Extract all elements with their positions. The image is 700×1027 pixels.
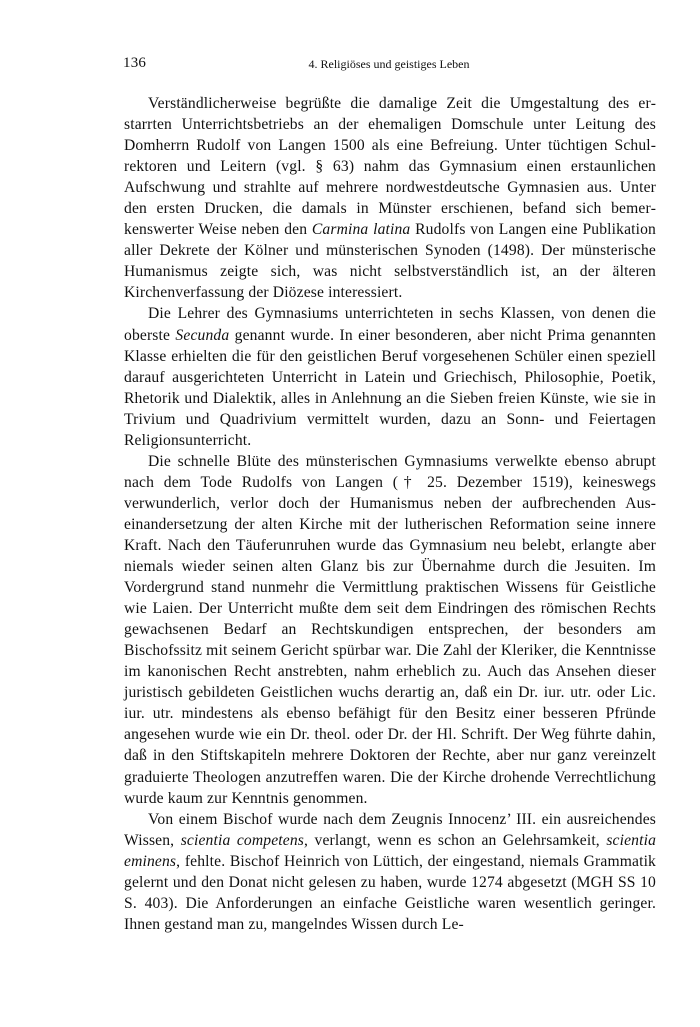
body-text [124,93,656,935]
paragraph-3 [124,451,656,809]
text-run: genannt wurde. In einer besonderen, aber nicht Prima genannten Klasse erhielten die für den geistlichen Beruf vorgesehenen Schüler einen speziell darauf ausgerichteten Unterricht in Latein und Griechisch, Philosophie, Poetik, Rhetorik und Dialektik, alles in Anlehnung an die Sieben freien Künste, wie sie in Trivium und Quadrivium vermittelt wurden, dazu an Sonn- und Feiertagen Religionsunterricht. [124,326,656,449]
italic-term: scientia eminens [124,831,657,870]
text-run: Die schnelle Blüte des münsterischen Gymnasiums verwelkte ebenso abrupt nach dem Tode Rudolfs von Langen († 25. Dezember 1519), keineswegs verwunderlich, verlor doch der Humanismus neben der aufbrechenden Auseinandersetzung der alten Kirche mit der lutherischen Reformation seine innere Kraft. Nach den Täuferunruhen wurde das Gymnasium neu belebt, erlangte aber niemals wieder seinen alten Glanz bis zur Übernahme durch die Jesuiten. Im Vordergrund stand nunmehr die Vermittlung praktischen Wissens für Geistliche wie Laien. Der Unterricht mußte dem seit dem Eindringen des römischen Rechts gewachsenen Bedarf an Rechtskundigen entsprechen, der besonders am Bischofssitz mit seinem Gericht spürbar war. Die Zahl der Kleriker, die Kenntnisse im kanonischen Recht anstrebten, nahm erheblich zu. Auch das Ansehen dieser juristisch gebildeten Geistlichen wuchs derartig an, daß ein Dr. iur. utr. oder Lic. iur. utr. mindestens als ebenso befähigt für den Besitz einer besseren Pfründe angesehen wurde wie ein Dr. theol. oder Dr. der Hl. Schrift. Der Weg führte dahin, daß in den Stiftskapiteln mehrere Doktoren der Rechte, aber nur ganz vereinzelt graduierte Theologen anzutreffen waren. Die der Kirche drohende Verrechtlichung wurde kaum zur Kenntnis genommen. [124,452,656,807]
running-head: 4. Religiöses und geistiges Leben [308,57,470,71]
italic-term: Carmina latina [311,221,411,239]
italic-term: scientia competens [180,831,305,849]
page-number: 136 [123,55,147,71]
paragraph-4 [124,809,656,935]
text-run: , fehlte. Bischof Heinrich von Lüttich, der eingestand, niemals Grammatik gelernt und den Donat nicht gelesen zu haben, wurde 1274 abgesetzt (MGH SS 10 S. 403). Die Anforderungen an einfache Geistliche waren wesentlich geringer. Ihnen gestand man zu, mangelndes Wissen durch Le- [124,852,656,933]
text-run: Verständlicherweise begrüßte die damalige Zeit die Umgestaltung des erstarrten Unterrichtsbetriebs an der ehemaligen Domschule unter Leitung des Domherrn Rudolf von Langen 1500 als eine Befreiung. Unter tüchtigen Schulrektoren und Leitern (vgl. § 63) nahm das Gymnasium einen erstaunlichen Aufschwung und strahlte auf mehrere nordwestdeutsche Gymnasien aus. Unter den ersten Drucken, die damals in Münster erschienen, befand sich bemerkenswerter Weise neben den [124,95,656,239]
paragraph-2 [124,303,656,450]
page-header [123,55,655,77]
italic-term: Secunda [175,326,230,344]
text-run: Die Lehrer des Gymnasiums unterrichteten in sechs Klassen, von denen die oberste [124,305,656,344]
text-run: Von einem Bischof wurde nach dem Zeugnis Innocenz’ III. ein ausreichendes Wissen, [124,810,656,849]
paragraph-1 [124,93,656,303]
text-run: Rudolfs von Langen eine Publikation aller Dekrete der Kölner und münsterischen Synoden (1498). Der münsterische Humanismus zeigte sich, was nicht selbstverständlich ist, an der älteren Kirchenverfassung der Diözese interessiert. [124,221,657,302]
text-run: , verlangt, wenn es schon an Gelehrsamkeit, [304,831,607,849]
